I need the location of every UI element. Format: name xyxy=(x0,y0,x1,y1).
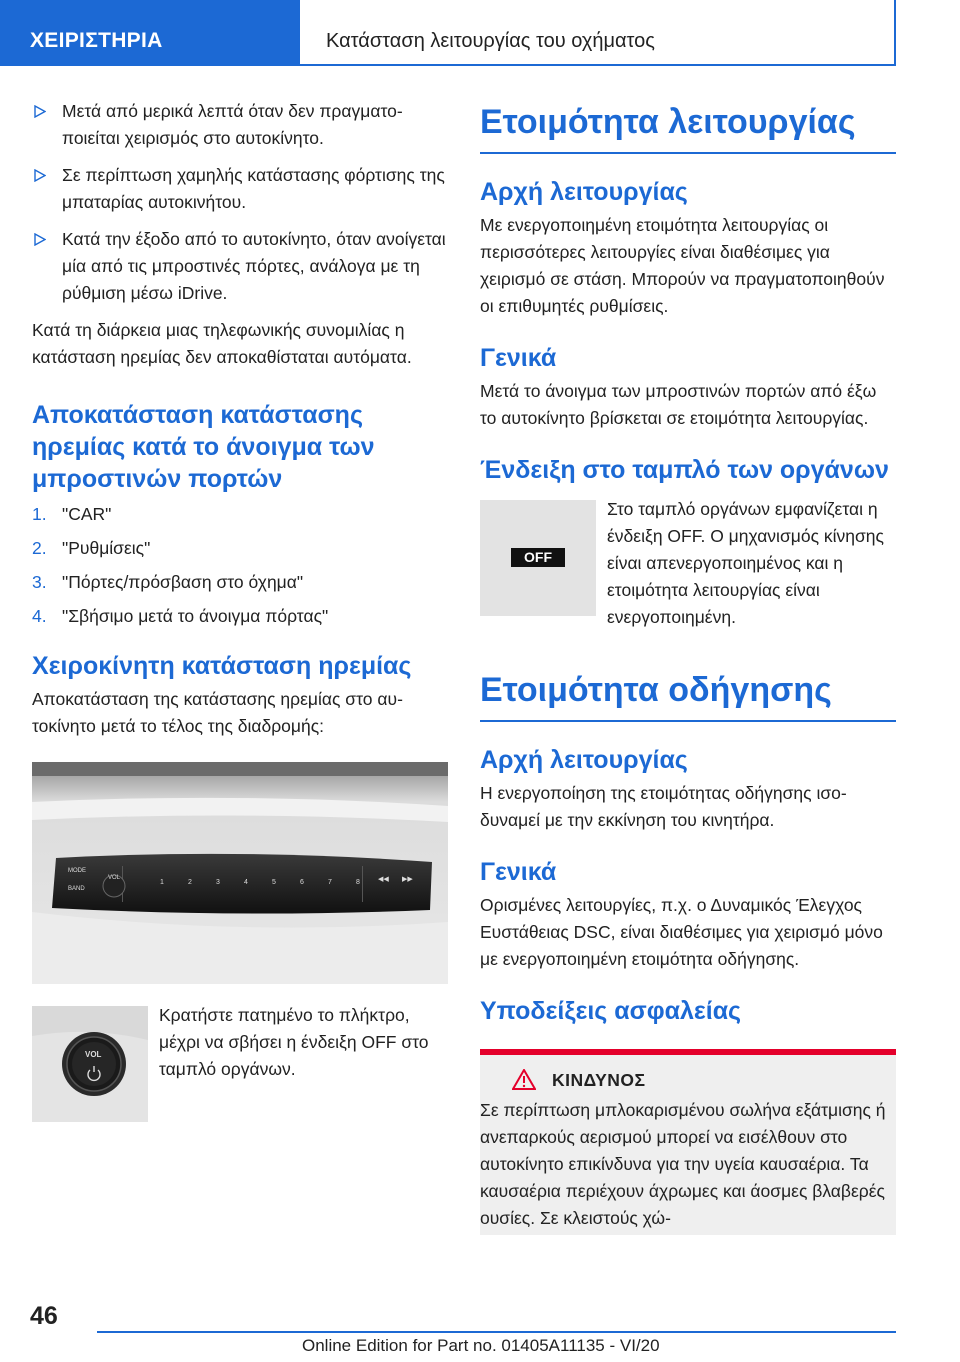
off-badge: OFF xyxy=(511,548,565,567)
general-text: Μετά το άνοιγμα των μπροστινών πορτών από έξω το αυτοκίνητο βρίσκεται σε ετοιμότητα λειτουργίας. xyxy=(480,381,877,428)
call-note: Κατά τη διάρκεια μιας τηλεφωνικής συνομιλίας η κατάσταση ηρεμίας δεν αποκαθίσταται αυτόματα. xyxy=(32,320,412,367)
step-number: 3. xyxy=(32,572,47,592)
radio-panel-illustration xyxy=(32,762,448,984)
danger-text: Σε περίπτωση μπλοκαρισμένου σωλήνα εξάτμισης ή ανεπαρκούς αερισμού μπορεί να εισέλθουν στο αυτοκίνητο επικίνδυνα για την υγεία καυσαέρια. Τα καυσαέρια περιέχουν άχρωμες και άοσμες βλαβερές ουσίες. Σε κλειστούς χώ- xyxy=(480,1100,886,1228)
step-number: 4. xyxy=(32,606,47,626)
general2-text: Ορισμένες λειτουργίες, π.χ. ο Δυναμικός Έλεγχος Ευστάθειας DSC, είναι διαθέσιμες για χειρισμό μόνο με ενεργοποιημένη ετοιμότητα οδήγησης. xyxy=(480,895,883,969)
skip-back-icon: ◀◀ xyxy=(378,876,389,883)
preset-button: 4 xyxy=(244,879,248,886)
footer-rule xyxy=(97,1331,896,1333)
panel-vol-label: VOL xyxy=(108,875,121,881)
knob-vol-label: VOL xyxy=(85,1050,102,1059)
steps-list xyxy=(32,501,448,630)
preset-button: 7 xyxy=(328,879,332,886)
step-text: "Πόρτες/πρόσβαση στο όχημα" xyxy=(62,572,304,592)
step-text: "Σβήσιμο μετά το άνοιγμα πόρτας" xyxy=(62,606,329,626)
section-title: ΧΕΙΡΙΣΤΗΡΙΑ xyxy=(0,0,300,66)
danger-box xyxy=(480,1049,896,1235)
preset-button: 6 xyxy=(300,879,304,886)
manual-heading: Χειροκίνητη κατάσταση ηρεμίας xyxy=(32,652,412,680)
vol-knob-illustration xyxy=(32,1006,148,1122)
principle2-heading: Αρχή λειτουργίας xyxy=(480,746,688,774)
knob-figure-row xyxy=(32,1006,448,1122)
step-text: "Ρυθμίσεις" xyxy=(62,538,151,558)
triangle-bullet-icon xyxy=(34,233,46,246)
bullet-item xyxy=(32,98,448,152)
drive-heading: Ετοιμότητα οδήγησης xyxy=(480,671,832,709)
restore-heading: Αποκατάσταση κατάστασης ηρεμίας κατά το άνοιγμα των μπροστινών πορτών xyxy=(32,401,375,493)
edition-text: Online Edition for Part no. 01405A11135 - VI/20 xyxy=(302,1336,660,1355)
safety-heading: Υποδείξεις ασφαλείας xyxy=(480,997,742,1025)
danger-title-row xyxy=(480,1055,896,1095)
preset-button: 2 xyxy=(188,879,192,886)
step-item xyxy=(32,535,448,562)
principle-text: Με ενεργοποιημένη ετοιμότητα λειτουργίας οι περισσότερες λειτουργίες είναι διαθέσιμες για χειρισμό σε στάση. Μπορούν να πραγματοποιηθούν οι επιθυμητές ρυθμίσεις. xyxy=(480,215,885,316)
panel-mode-label: MODE xyxy=(68,868,86,874)
bullet-text: Κατά την έξοδο από το αυτοκίνητο, όταν ανοίγεται μία από τις μπροστινές πόρτες, ανάλογα με τη ρύθμιση μέσω iDrive. xyxy=(62,229,446,303)
principle2-text: Η ενεργοποίηση της ετοιμότητας οδήγησης ισοδυναμεί με την εκκίνηση του κινητήρα. xyxy=(480,783,847,830)
bullet-item xyxy=(32,226,448,307)
header-connector xyxy=(300,64,312,66)
display-text: Στο ταμπλό οργάνων εμφανίζεται η ένδειξη OFF. Ο μηχανισμός κίνησης είναι απενεργοποιημένος και η ετοιμότητα λειτουργίας είναι ενεργοποιημένη. xyxy=(607,499,884,627)
panel-band-label: BAND xyxy=(68,886,85,892)
preset-button: 5 xyxy=(272,879,276,886)
bullet-item xyxy=(32,162,448,216)
preset-buttons xyxy=(160,879,360,886)
principle-heading: Αρχή λειτουργίας xyxy=(480,178,688,206)
left-column xyxy=(32,98,448,1122)
preset-button: 8 xyxy=(356,879,360,886)
radio-panel-photo xyxy=(32,762,448,984)
general-heading: Γενικά xyxy=(480,344,557,372)
triangle-bullet-icon xyxy=(34,105,46,118)
bullet-text: Σε περίπτωση χαμηλής κατάστασης φόρτισης της μπαταρίας αυτοκινήτου. xyxy=(62,165,445,212)
step-item xyxy=(32,603,448,630)
heading-rule xyxy=(480,720,896,722)
ready-heading: Ετοιμότητα λειτουργίας xyxy=(480,103,856,141)
page-number: 46 xyxy=(30,1302,58,1330)
display-figure-row xyxy=(480,499,896,627)
right-column xyxy=(480,98,896,1235)
warning-triangle-icon xyxy=(512,1069,536,1090)
manual-text: Αποκατάσταση της κατάστασης ηρεμίας στο αυτοκίνητο μετά το τέλος της διαδρομής: xyxy=(32,689,403,736)
triangle-bullet-icon xyxy=(34,169,46,182)
cluster-off-image xyxy=(480,500,596,616)
heading-rule xyxy=(480,152,896,154)
bullet-text: Μετά από μερικά λεπτά όταν δεν πραγματοποιείται χειρισμός στο αυτοκίνητο. xyxy=(62,101,403,148)
chapter-title: Κατάσταση λειτουργίας του οχήματος xyxy=(312,0,896,66)
display-heading: Ένδειξη στο ταμπλό των οργάνων xyxy=(480,456,889,484)
preset-button: 1 xyxy=(160,879,164,886)
step-number: 2. xyxy=(32,538,47,558)
general2-heading: Γενικά xyxy=(480,858,557,886)
danger-title: ΚΙΝΔΥΝΟΣ xyxy=(552,1070,646,1090)
step-number: 1. xyxy=(32,504,47,524)
knob-text: Κρατήστε πατημένο το πλήκτρο, μέχρι να σβήσει η ένδειξη OFF στο ταμπλό οργάνων. xyxy=(159,1005,429,1079)
step-item xyxy=(32,501,448,528)
page-header xyxy=(0,0,960,66)
vol-knob-photo xyxy=(32,1006,148,1122)
step-text: "CAR" xyxy=(62,504,112,524)
step-item xyxy=(32,569,448,596)
skip-forward-icon: ▶▶ xyxy=(402,876,413,883)
bullet-list xyxy=(32,98,448,307)
preset-button: 3 xyxy=(216,879,220,886)
